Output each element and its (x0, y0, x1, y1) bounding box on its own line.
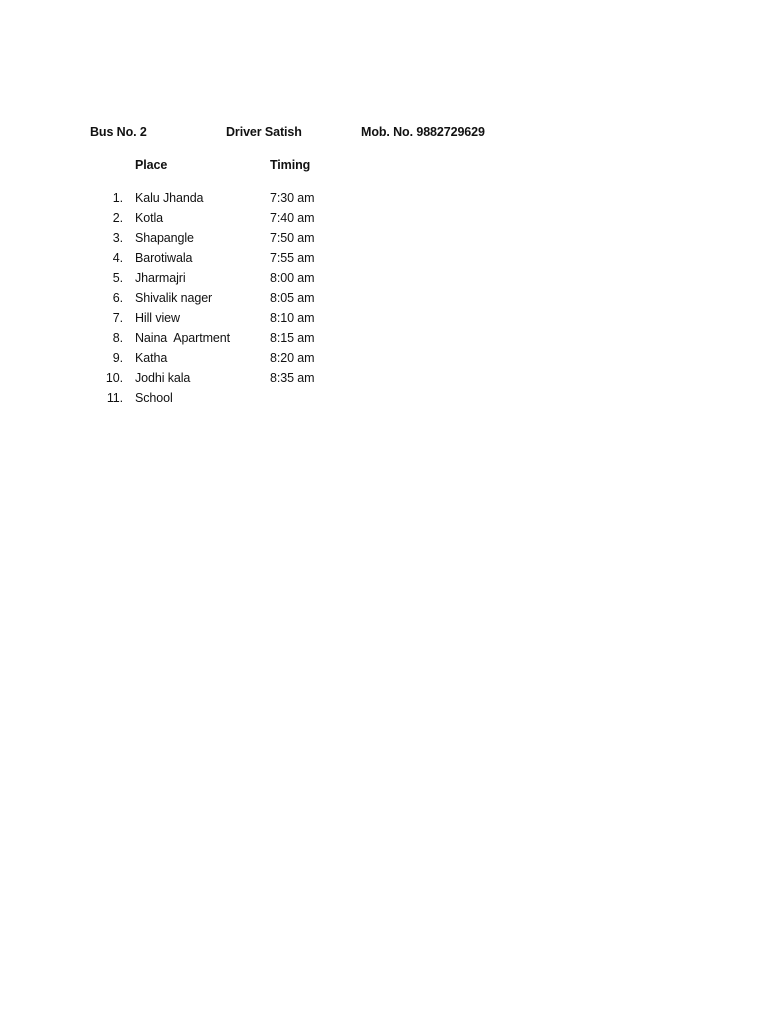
stop-row (0, 331, 768, 351)
stop-place: Kotla (135, 211, 163, 225)
stop-place: Katha (135, 351, 168, 365)
stop-number: 3. (112, 231, 123, 245)
stop-number: 5. (112, 271, 123, 285)
stop-time: 8:10 am (270, 311, 315, 325)
stop-time: 8:15 am (270, 331, 315, 345)
stop-number: 10. (105, 371, 123, 385)
stop-number: 2. (112, 211, 123, 225)
stop-time: 8:20 am (270, 351, 315, 365)
stop-number: 4. (112, 251, 123, 265)
bus-info-header (0, 125, 768, 145)
stop-row (0, 311, 768, 331)
stop-place: Hill view (135, 311, 180, 325)
stop-place: School (135, 391, 173, 405)
stop-place: Kalu Jhanda (135, 191, 204, 205)
bus-number: Bus No. 2 (90, 125, 147, 139)
stop-time: 8:35 am (270, 371, 315, 385)
driver-name: Driver Satish (226, 125, 302, 139)
stop-row (0, 211, 768, 231)
stop-row (0, 271, 768, 291)
stop-place: Shapangle (135, 231, 194, 245)
stop-place: Barotiwala (135, 251, 193, 265)
stop-number: 11. (106, 391, 123, 405)
stop-row (0, 391, 768, 411)
stop-number: 6. (112, 291, 123, 305)
mobile-number: Mob. No. 9882729629 (361, 125, 485, 139)
stop-number: 7. (112, 311, 123, 325)
stop-time: 7:50 am (270, 231, 315, 245)
stop-number: 9. (112, 351, 123, 365)
timing-column-header: Timing (270, 158, 311, 172)
stop-time: 7:55 am (270, 251, 315, 265)
schedule-column-headers (0, 158, 768, 178)
stop-number: 8. (112, 331, 123, 345)
stop-row (0, 251, 768, 271)
stop-row (0, 351, 768, 371)
stop-place: Shivalik nager (135, 291, 213, 305)
stop-time: 8:00 am (270, 271, 315, 285)
place-column-header: Place (135, 158, 168, 172)
stop-row (0, 191, 768, 211)
stop-place: Jodhi kala (135, 371, 191, 385)
stop-row (0, 231, 768, 251)
stop-row (0, 371, 768, 391)
stop-list (0, 191, 768, 411)
stop-place: Jharmajri (135, 271, 186, 285)
stop-time: 7:30 am (270, 191, 315, 205)
stop-time: 7:40 am (270, 211, 315, 225)
stop-time: 8:05 am (270, 291, 315, 305)
stop-place: Naina Apartment (135, 331, 230, 345)
stop-row (0, 291, 768, 311)
stop-number: 1. (112, 191, 123, 205)
